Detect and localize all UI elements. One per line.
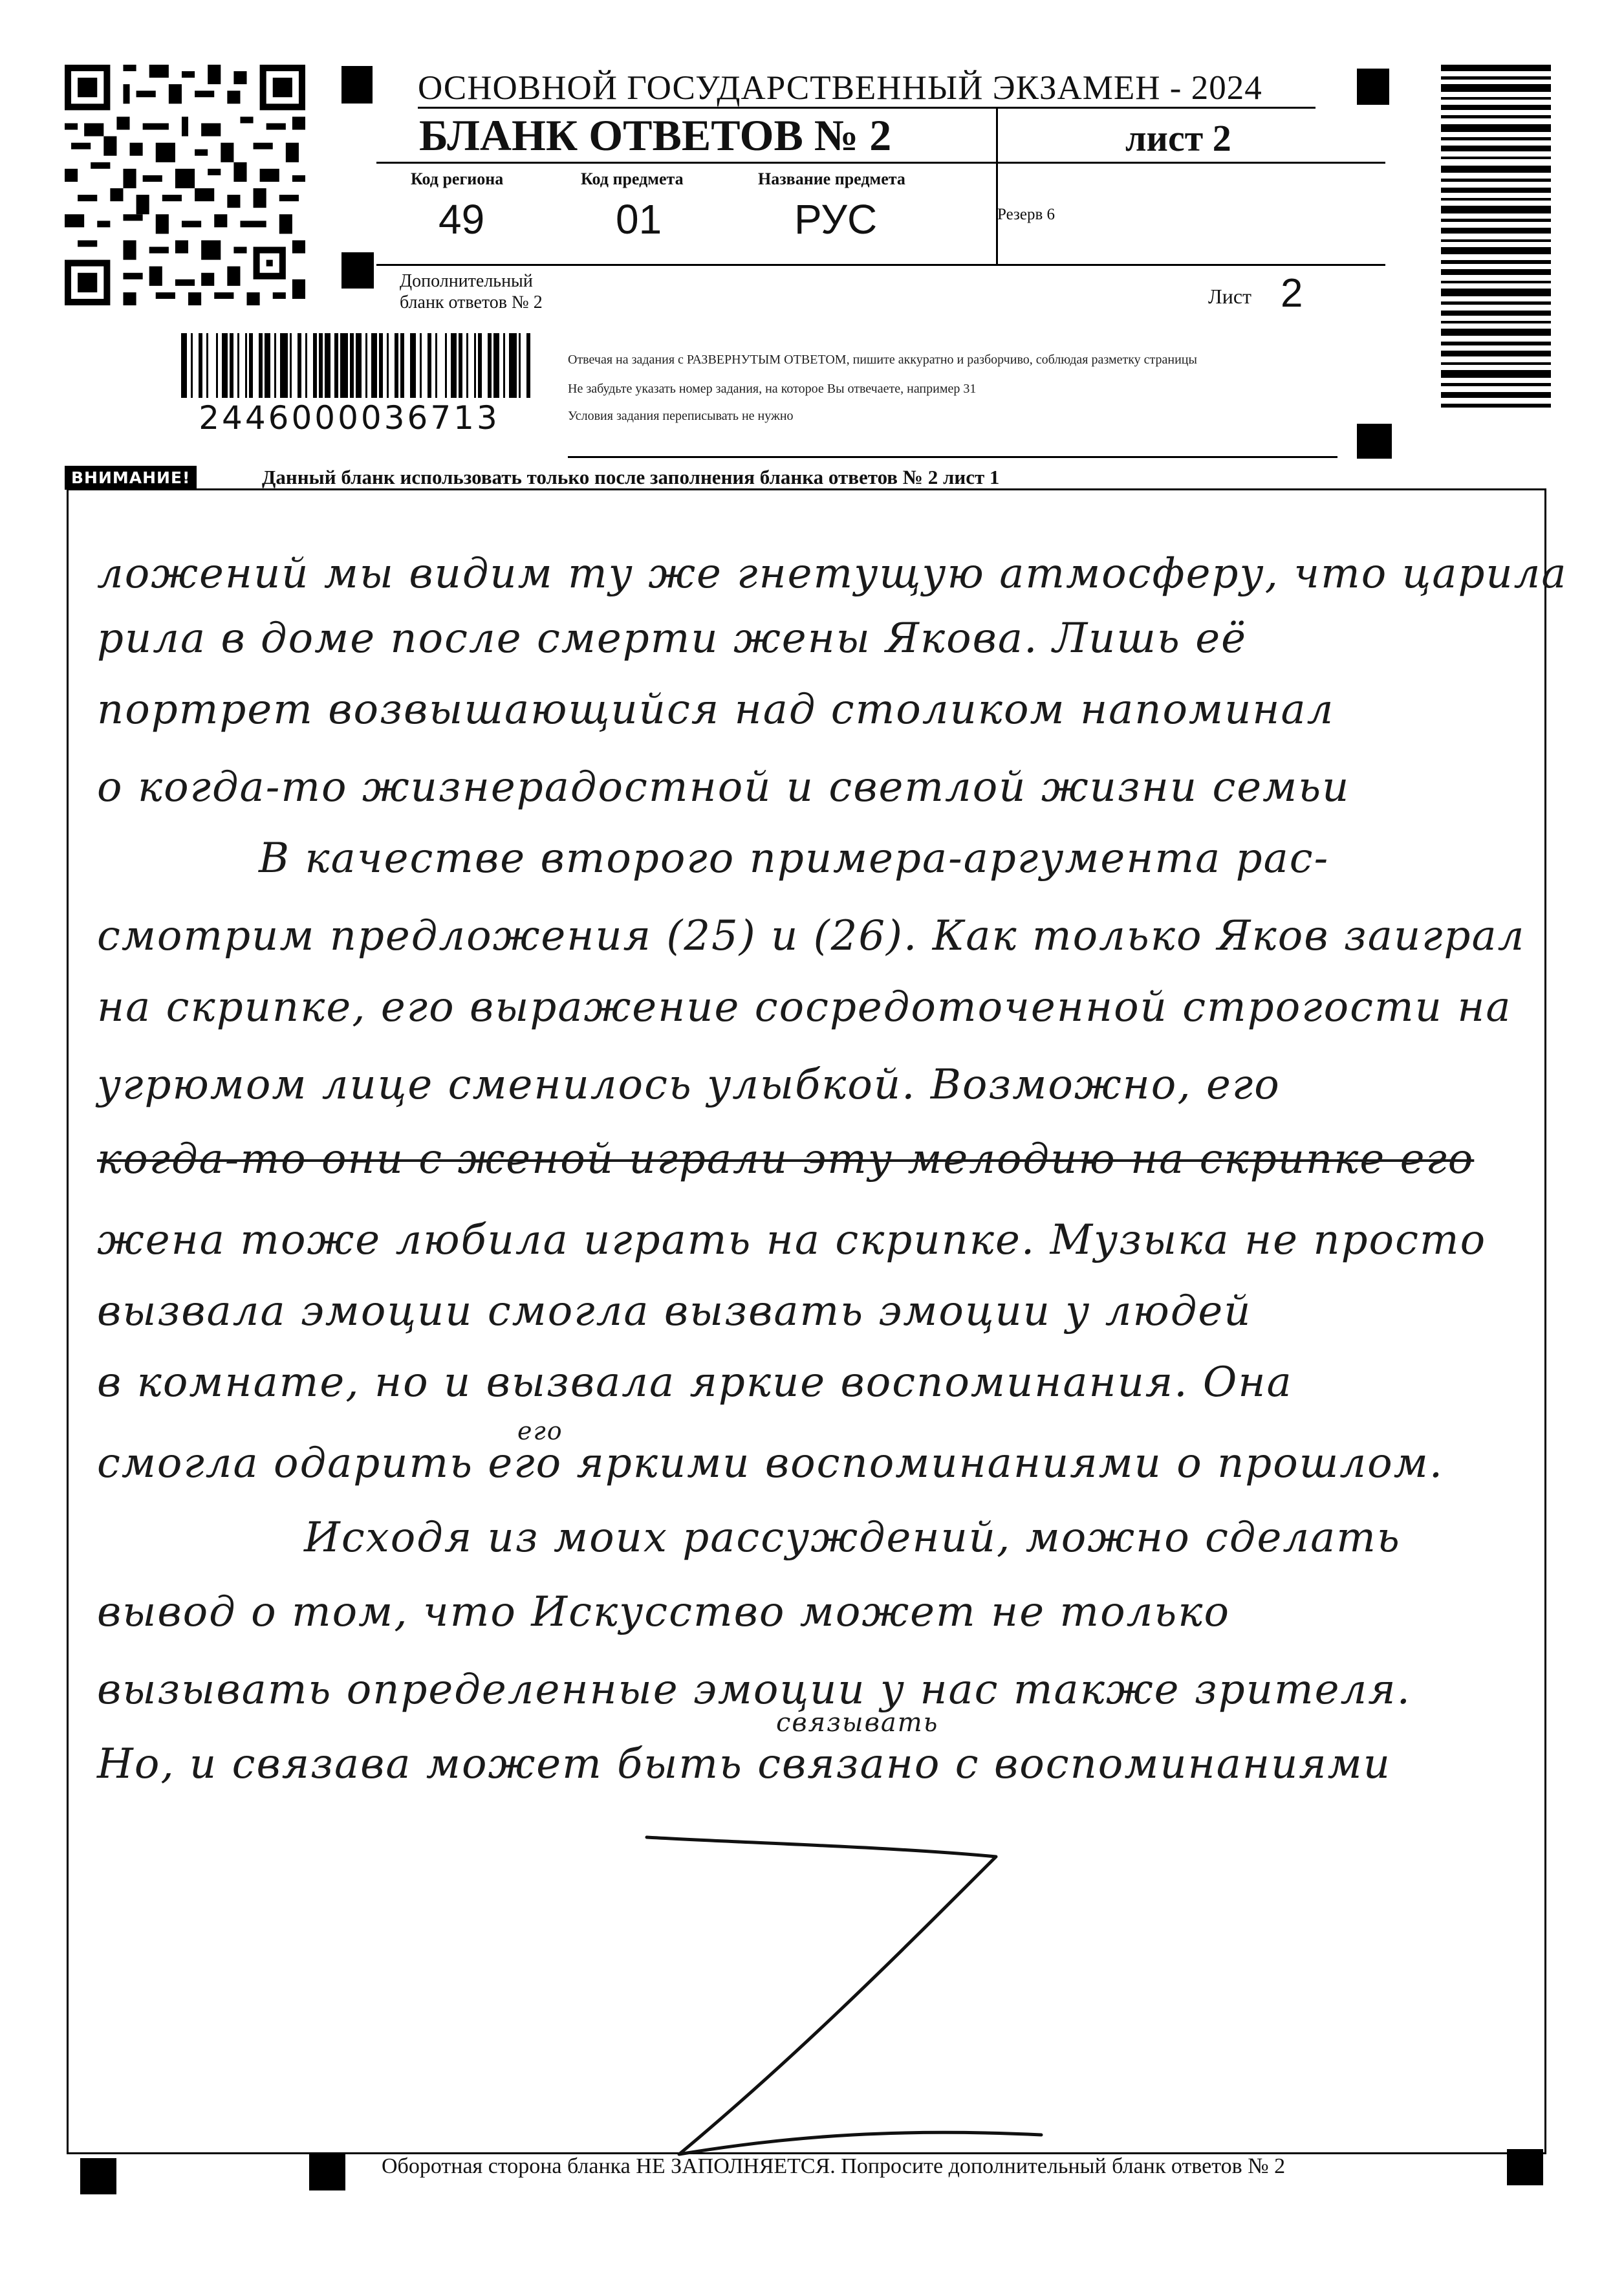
extra-form-label [400,270,620,313]
answer-line-7: на скрипке, его выражение сосредоточенной строгости на [97,983,1512,1031]
answer-line-1: ложений мы видим ту же гнетущую атмосферу, что царила [97,550,1568,598]
registration-mark-mid-right [1357,424,1392,459]
header-bottom-rule [568,456,1337,458]
sheet-title: лист 2 [1125,117,1231,159]
answer-line-15: вывод о том, что Искусство может не только [97,1588,1230,1636]
registration-mark-top-right [1357,69,1389,105]
header-fields-rule [376,264,1385,266]
answer-line-5: В качестве второго примера-аргумента рас- [259,835,1330,882]
answer-line-13: смогла одарить его яркими воспоминаниями о прошлом. [97,1439,1444,1487]
answer-line-8: угрюмом лице сменилось улыбкой. Возможно, его [97,1061,1281,1109]
answer-line-3: портрет возвышающийся над столиком напоминал [97,686,1335,734]
form-title: БЛАНК ОТВЕТОВ № 2 [419,111,892,160]
extra-form-label-line2: бланк ответов № 2 [400,292,543,312]
footer-notice: Оборотная сторона бланка НЕ ЗАПОЛНЯЕТСЯ. Попросите дополнительный бланк ответов № 2 [382,2154,1286,2178]
answer-line-12: в комнате, но и вызвала яркие воспоминания. Она [97,1359,1293,1406]
answer-line-14: Исходя из моих рассуждений, можно сделать [304,1514,1401,1562]
subject-name-value: РУС [794,196,878,243]
header-divider [996,109,998,264]
warning-text: Данный бланк использовать только после заполнения бланка ответов № 2 лист 1 [262,466,1000,488]
subject-code-value: 01 [616,196,662,243]
instruction-2: Не забудьте указать номер задания, на которое Вы отвечаете, например 31 [568,382,977,396]
extra-form-label-line1: Дополнительный [400,271,533,291]
answer-line-16: вызывать определенные эмоции у нас также зрителя. [97,1666,1411,1714]
answer-line-9-struck: когда-то они с женой играли эту мелодию на скрипке его [97,1135,1475,1183]
subject-name-label: Название предмета [758,169,905,188]
registration-mark-bottom-center [309,2154,345,2190]
answer-line-2: рила в доме после смерти жены Якова. Лишь её [97,615,1247,662]
insertion-above-line-17: связывать [776,1708,939,1738]
answer-line-6: смотрим предложения (25) и (26). Как только Яков заиграл [97,912,1526,960]
sheet-number: 2 [1281,271,1303,316]
warning-badge: ВНИМАНИЕ! [65,466,197,490]
exam-title: ОСНОВНОЙ ГОСУДАРСТВЕННЫЙ ЭКЗАМЕН - 2024 [418,69,1262,107]
subject-code-label: Код предмета [581,169,684,188]
barcode-number: 2446000036713 [199,399,500,437]
region-value: 49 [438,196,485,243]
side-barcode [1441,65,1551,414]
header-title-rule [376,162,1385,164]
instruction-3: Условия задания переписывать не нужно [568,409,794,423]
registration-mark-bottom-right [1507,2149,1543,2185]
registration-mark-mid-left [341,252,374,289]
insertion-above-line-13: его [517,1417,563,1445]
answer-line-4: о когда-то жизнерадостной и светлой жизни семьи [97,763,1350,811]
answer-line-11: вызвала эмоции смогла вызвать эмоции у людей [97,1287,1252,1335]
instruction-1: Отвечая на задания с РАЗВЕРНУТЫМ ОТВЕТОМ, пишите аккуратно и разборчиво, соблюдая разметку страницы [568,353,1197,367]
region-label: Код региона [411,169,504,188]
registration-mark-bottom-left [80,2158,116,2194]
sheet-label: Лист [1208,285,1252,308]
answer-line-17: Но, и связава может быть связано с воспоминаниями [97,1740,1391,1788]
z-cancel-mark [634,1831,1048,2167]
qr-code [65,65,305,305]
reserve-field: Резерв 6 [997,206,1056,223]
registration-mark-top-left [341,66,373,104]
answer-line-10: жена тоже любила играть на скрипке. Музыка не просто [97,1216,1487,1264]
